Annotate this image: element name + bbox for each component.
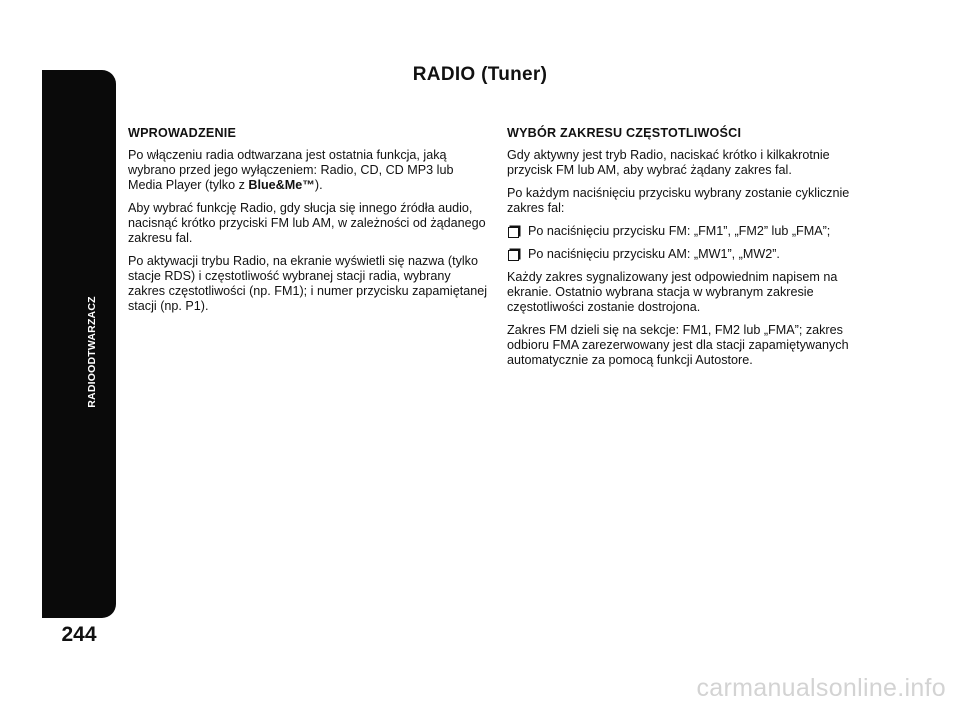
paragraph-text-end: ). (314, 178, 323, 192)
paragraph-text: Po włączeniu radia odtwarzana jest ostatnia funkcja, jaką wybrano przed jego wyłączeniem: Radio, CD, CD MP3 lub Media Player (tylko z (128, 148, 454, 192)
brand-name: Blue&Me™ (248, 178, 315, 192)
paragraph: Po każdym naciśnięciu przycisku wybrany zostanie cyklicznie zakres fal: (507, 186, 850, 215)
chapter-label: RADIOODTWARZACZ (86, 296, 98, 408)
paragraph: Gdy aktywny jest tryb Radio, naciskać krótko i kilkakrotnie przycisk FM lub AM, aby wybrać żądany zakres fal. (507, 148, 830, 177)
paragraph (128, 148, 488, 193)
list-item (507, 224, 859, 239)
paragraph: Po aktywacji trybu Radio, na ekranie wyświetli się nazwa (tylko stacje RDS) i częstotliwość wybranej stacji radia, wybrany zakres częstotliwości (np. FM1); i numer przycisku zapamiętanej stacji (np. P1). (128, 254, 488, 313)
section-heading-introduction: WPROWADZENIE (128, 126, 237, 140)
paragraph: Zakres FM dzieli się na sekcje: FM1, FM2 lub „FMA”; zakres odbioru FMA zarezerwowany jest dla stacji zapamiętywanych automatycznie za pomocą funkcji Autostore. (507, 323, 849, 367)
checkbox-bullet-icon (508, 227, 519, 238)
list-item-text: Po naciśnięciu przycisku AM: „MW1”, „MW2”. (528, 247, 780, 261)
list-item (507, 247, 859, 262)
checkbox-bullet-icon (508, 250, 519, 261)
watermark: carmanualsonline.info (696, 674, 946, 702)
right-column (507, 126, 859, 376)
list-item-text: Po naciśnięciu przycisku FM: „FM1”, „FM2” lub „FMA”; (528, 224, 831, 238)
paragraph: Każdy zakres sygnalizowany jest odpowiednim napisem na ekranie. Ostatnio wybrana stacja w wybranym zakresie częstotliwości zostanie dostrojona. (507, 270, 838, 314)
page-number: 244 (61, 623, 97, 646)
page-title: RADIO (Tuner) (412, 64, 548, 85)
left-column (128, 126, 488, 322)
paragraph: Aby wybrać funkcję Radio, gdy słucja się innego źródła audio, nacisnąć krótko przyciski FM lub AM, w zależności od żądanego zakresu fal. (128, 201, 486, 245)
chapter-side-tab (42, 70, 116, 618)
section-heading-band-selection: WYBÓR ZAKRESU CZĘSTOTLIWOŚCI (507, 126, 742, 140)
